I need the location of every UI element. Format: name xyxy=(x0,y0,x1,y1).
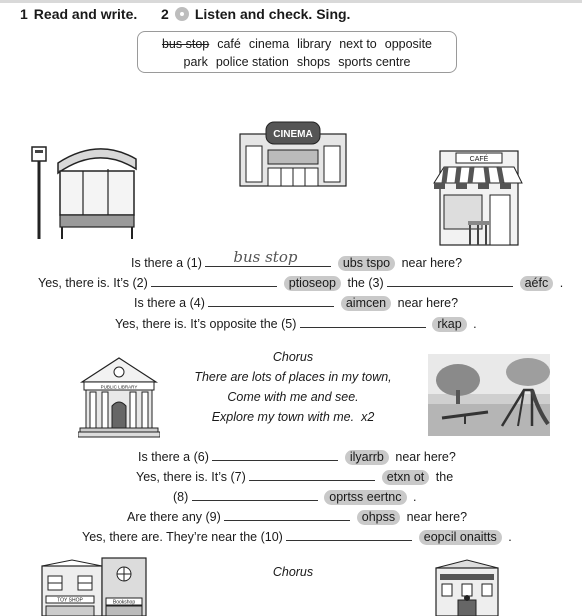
sentence-2: Yes, there is. It’s (2) ptioseop the (3) aéfc . xyxy=(38,276,564,290)
word-box xyxy=(137,31,457,73)
toy-shop-sign: TOY SHOP xyxy=(57,597,83,604)
park-illustration xyxy=(428,354,550,436)
answer-blank-6[interactable] xyxy=(212,448,338,461)
answer-blank-1[interactable] xyxy=(205,248,331,267)
shops-illustration xyxy=(40,556,148,616)
answer-blank-10[interactable] xyxy=(286,528,412,541)
answer-blank-3[interactable] xyxy=(387,274,513,287)
sentence-9: Yes, there are. They’re near the (10) eopcil onaitts . xyxy=(82,530,512,544)
word-bus-stop: bus stop xyxy=(161,37,210,51)
word-next-to: next to xyxy=(339,37,377,51)
top-rule xyxy=(0,0,582,3)
sentence-8: Are there any (9) ohpss near here? xyxy=(127,510,468,524)
answer-blank-8[interactable] xyxy=(192,488,318,501)
word-box-row-1 xyxy=(138,35,456,53)
sentence-3: Is there a (4) aimcen near here? xyxy=(134,296,459,310)
exercise-1-title: Read and write. xyxy=(33,6,138,22)
sentence-7: (8) oprtss eertnc . xyxy=(173,490,417,504)
scrambled-word-6: ilyarrb xyxy=(345,450,389,465)
police-station-illustration xyxy=(432,558,502,616)
bookshop-sign: Bookshop xyxy=(112,599,136,606)
sentence-6: Yes, there is. It’s (7) etxn ot the xyxy=(136,470,454,484)
word-box-row-2 xyxy=(138,53,456,71)
chorus-repeat: x2 xyxy=(361,410,375,424)
sentence-5: Is there a (6) ilyarrb near here? xyxy=(138,450,456,464)
chorus-line-3: Explore my town with me. x2 xyxy=(211,410,375,424)
cafe-sign: CAFÉ xyxy=(469,156,489,163)
scrambled-word-9: ohpss xyxy=(357,510,400,525)
word-shops: shops xyxy=(296,55,331,69)
answer-blank-4[interactable] xyxy=(208,294,334,307)
exercise-header xyxy=(20,6,350,22)
scrambled-word-3: aéfc xyxy=(520,276,554,291)
scrambled-word-8: oprtss eertnc xyxy=(324,490,406,505)
scrambled-word-4: aimcen xyxy=(341,296,391,311)
word-cinema: cinema xyxy=(248,37,290,51)
sentence-1: Is there a (1) bus stop ubs tspo near here? xyxy=(131,248,463,270)
word-library: library xyxy=(297,37,332,51)
scrambled-word-1: ubs tspo xyxy=(338,256,395,271)
exercise-2-title: Listen and check. Sing. xyxy=(194,6,351,22)
sentence-4: Yes, there is. It’s opposite the (5) rkap . xyxy=(115,317,477,331)
library-illustration xyxy=(78,352,160,438)
word-park: park xyxy=(183,55,208,69)
scrambled-word-5: rkap xyxy=(432,317,466,332)
library-sign: PUBLIC LIBRARY xyxy=(100,384,138,390)
chorus-title-2: Chorus xyxy=(272,565,314,579)
handwritten-answer-1: bus stop xyxy=(233,248,298,266)
exercise-2-number: 2 xyxy=(161,6,169,22)
bus-stop-illustration xyxy=(28,143,140,243)
chorus-line-2: Come with me and see. xyxy=(227,390,359,404)
scrambled-word-7: etxn ot xyxy=(382,470,430,485)
exercise-1-number: 1 xyxy=(20,6,28,22)
word-cafe: café xyxy=(217,37,241,51)
answer-blank-5[interactable] xyxy=(300,315,426,328)
cinema-illustration xyxy=(236,116,350,188)
cafe-illustration xyxy=(432,149,524,247)
chorus-title: Chorus xyxy=(272,350,314,364)
answer-blank-9[interactable] xyxy=(224,508,350,521)
audio-cd-icon[interactable] xyxy=(175,7,189,21)
word-police-station: police station xyxy=(215,55,289,69)
scrambled-word-2: ptioseop xyxy=(284,276,341,291)
chorus-line-1: There are lots of places in my town, xyxy=(194,370,392,384)
scrambled-word-10: eopcil onaitts xyxy=(419,530,502,545)
answer-blank-2[interactable] xyxy=(151,274,277,287)
word-sports-centre: sports centre xyxy=(338,55,411,69)
cinema-sign: CINEMA xyxy=(273,129,313,140)
word-opposite: opposite xyxy=(384,37,433,51)
answer-blank-7[interactable] xyxy=(249,468,375,481)
